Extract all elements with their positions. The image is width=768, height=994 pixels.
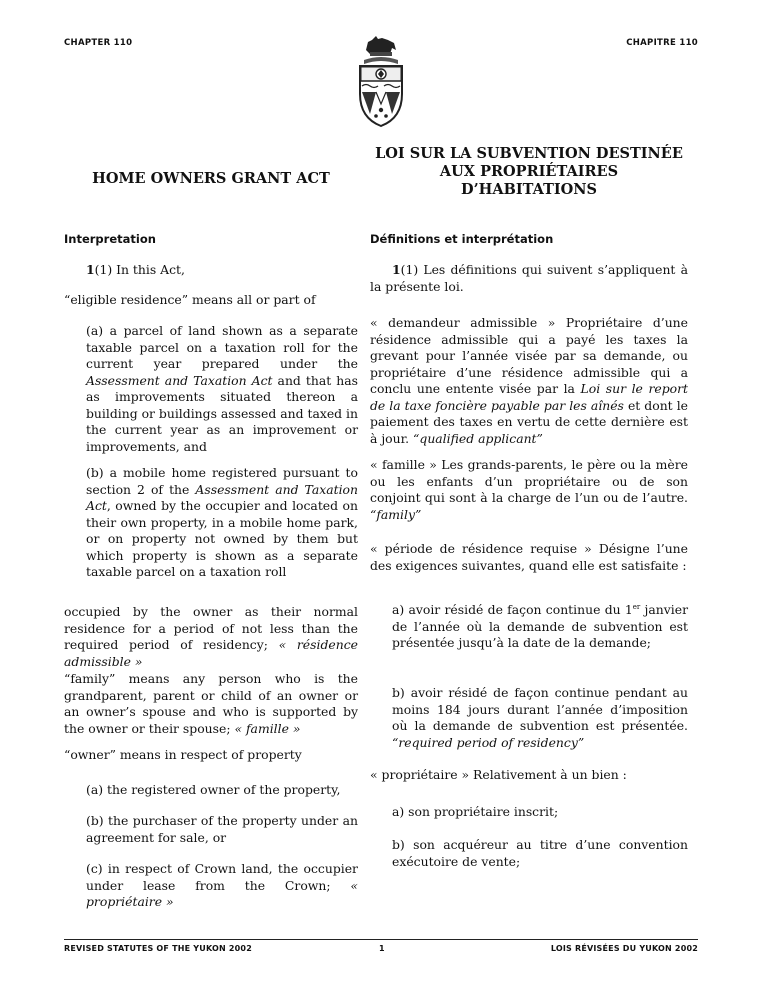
- act-reference: Assessment and Taxation Act: [86, 372, 273, 388]
- para-text: b) avoir résidé de façon continue pendant au moins 184 jours durant l’année d’imposition où la demande de subvention est présentée.: [392, 685, 688, 733]
- yukon-coat-of-arms-icon: [348, 30, 414, 130]
- proprietaire-para-b: b) son acquéreur au titre d’une convention exécutoire de vente;: [392, 837, 688, 869]
- page-number: 1: [379, 944, 385, 953]
- footer-english: REVISED STATUTES OF THE YUKON 2002: [64, 944, 252, 953]
- definition-periode-de-residence: « période de résidence requise » Désigne l’une des exigences suivantes, quand elle est satisfaite :: [370, 541, 688, 573]
- act-reference: Loi sur le report de la taxe foncière payable par les aînés: [370, 381, 689, 413]
- para-text: (c) in respect of Crown land, the occupier under lease from the Crown;: [86, 861, 358, 893]
- para-text: janvier de l’année où la demande de subvention est présentée jusqu’à la date de la demande;: [392, 602, 688, 651]
- para-text: « famille » Les grands-parents, le père ou la mère ou les enfants d’un propriétaire ou de son conjoint qui sont à la charge de l’un ou de l’autre.: [370, 457, 688, 505]
- definition-family: [64, 671, 358, 737]
- act-reference: Assessment and Taxation Act: [86, 481, 358, 513]
- section-heading-definitions: Définitions et interprétation: [370, 232, 554, 246]
- eligible-residence-para-a: [86, 323, 358, 455]
- act-title-french-line-3: D’HABITATIONS: [461, 181, 597, 198]
- para-text: , owned by the occupier and located on their own property, in a mobile home park, or on property not owned by them but which property is shown as a separate taxable parcel on a taxation roll: [86, 498, 358, 579]
- proprietaire-para-a: a) son propriétaire inscrit;: [392, 804, 559, 819]
- definition-demandeur-admissible: [370, 315, 688, 447]
- definition-eligible-residence: “eligible residence” means all or part of: [64, 292, 316, 307]
- definition-proprietaire: « propriétaire » Relativement à un bien :: [370, 767, 627, 782]
- act-title-french-line-2: AUX PROPRIÉTAIRES: [439, 163, 619, 180]
- subsection-text: (1) In this Act,: [94, 262, 185, 277]
- footer-rule: [64, 939, 698, 940]
- subsection-text: (1) Les définitions qui suivent s’appliquent à la présente loi.: [370, 262, 688, 294]
- french-equivalent: « propriétaire »: [86, 877, 358, 909]
- english-equivalent: “family”: [370, 506, 422, 522]
- superscript: er: [632, 603, 641, 611]
- definition-owner: “owner” means in respect of property: [64, 747, 302, 762]
- running-header-english: CHAPTER 110: [64, 38, 133, 48]
- para-text: occupied by the owner as their normal residence for a period of not less than the required period of residency;: [64, 604, 358, 652]
- periode-para-a: [392, 599, 688, 652]
- section-number: 1: [86, 262, 95, 277]
- para-text: a) avoir résidé de façon continue du 1: [392, 602, 633, 618]
- eligible-residence-para-b: [86, 465, 358, 581]
- para-text: “family” means any person who is the grandparent, parent or child of an owner or an owner’s spouse and who is supported by the owner or their spouse;: [64, 671, 358, 736]
- footer-french: LOIS RÉVISÉES DU YUKON 2002: [550, 944, 698, 953]
- english-equivalent: “required period of residency”: [392, 734, 585, 750]
- owner-para-b: (b) the purchaser of the property under an agreement for sale, or: [86, 813, 358, 845]
- para-text: (a) a parcel of land shown as a separate taxable parcel on a taxation roll for the current year prepared under the: [86, 323, 358, 371]
- para-text: « demandeur admissible » Propriétaire d’une résidence admissible qui a payé les taxes la grevant pour l’année visée par sa demande, ou propriétaire d’une résidence admissible qui a conclu une entente visée par la: [370, 315, 688, 396]
- owner-para-a: (a) the registered owner of the property,: [86, 782, 341, 797]
- act-title-french-line-1: LOI SUR LA SUBVENTION DESTINÉE: [375, 145, 683, 162]
- french-equivalent: « résidence admissible »: [64, 637, 358, 669]
- subsection-1-1-fr: [370, 262, 688, 295]
- periode-para-b: [392, 685, 688, 751]
- french-equivalent: « famille »: [234, 720, 301, 736]
- eligible-residence-conclusion: [64, 604, 358, 670]
- para-text: et dont le paiement des taxes en vertu de cette dernière est à jour.: [370, 397, 688, 446]
- english-equivalent: “qualified applicant”: [413, 430, 543, 446]
- para-text: and that has as improvements situated thereon a building or buildings assessed and taxed in the current year as an improvement or improvements, and: [86, 372, 359, 454]
- subsection-1-1-en: [64, 262, 358, 279]
- section-number: 1: [392, 262, 401, 277]
- section-heading-interpretation: Interpretation: [64, 232, 156, 246]
- owner-para-c: [86, 861, 358, 911]
- act-title-french: [370, 145, 688, 199]
- definition-famille: [370, 457, 688, 523]
- act-title-english: HOME OWNERS GRANT ACT: [92, 170, 330, 187]
- para-text: (b) a mobile home registered pursuant to section 2 of the: [86, 465, 358, 497]
- running-header-french: CHAPITRE 110: [626, 38, 698, 48]
